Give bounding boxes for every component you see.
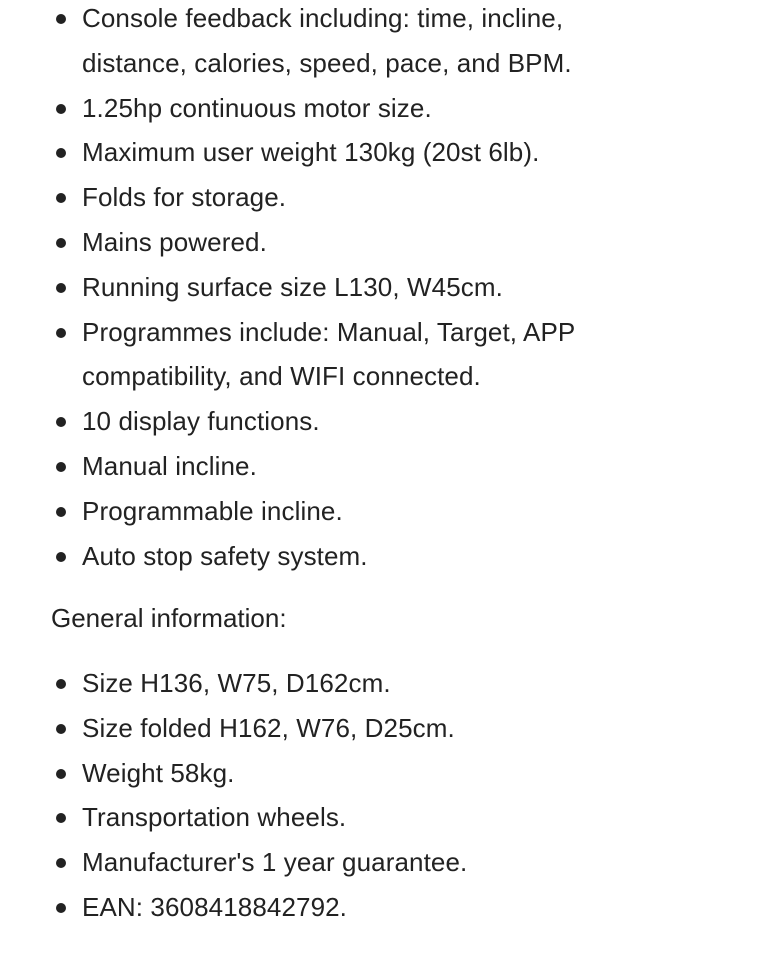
bullet-icon bbox=[56, 283, 66, 293]
list-item bbox=[0, 489, 768, 534]
list-item bbox=[0, 795, 768, 840]
bullet-icon bbox=[56, 813, 66, 823]
bullet-icon bbox=[56, 104, 66, 114]
list-item-text: 10 display functions. bbox=[82, 406, 320, 437]
list-item bbox=[0, 885, 768, 930]
bullet-icon bbox=[56, 858, 66, 868]
bullet-icon bbox=[56, 679, 66, 689]
bullet-icon bbox=[56, 193, 66, 203]
list-item bbox=[0, 534, 768, 579]
bullet-icon bbox=[56, 148, 66, 158]
bullet-icon bbox=[56, 769, 66, 779]
bullet-icon bbox=[56, 724, 66, 734]
list-item-text: Weight 58kg. bbox=[82, 757, 235, 788]
list-item-text: Programmes include: Manual, Target, APP compatibility, and WIFI connected. bbox=[82, 316, 575, 392]
list-item-text: Running surface size L130, W45cm. bbox=[82, 271, 503, 302]
general-information-list bbox=[0, 661, 768, 930]
list-item-text: EAN: 3608418842792. bbox=[82, 891, 348, 922]
list-item bbox=[0, 265, 768, 310]
list-item-text: Auto stop safety system. bbox=[82, 540, 368, 571]
list-item-text: Programmable incline. bbox=[82, 495, 343, 526]
bullet-icon bbox=[56, 507, 66, 517]
list-item bbox=[0, 130, 768, 175]
list-item bbox=[0, 840, 768, 885]
list-item bbox=[0, 86, 768, 131]
list-item bbox=[0, 220, 768, 265]
general-information-heading: General information: bbox=[51, 603, 287, 633]
list-item-text: Transportation wheels. bbox=[82, 802, 347, 833]
list-item bbox=[0, 706, 768, 751]
list-item bbox=[0, 399, 768, 444]
list-item bbox=[0, 310, 768, 400]
list-item bbox=[0, 751, 768, 796]
list-item-text: Folds for storage. bbox=[82, 182, 287, 213]
list-item bbox=[0, 175, 768, 220]
bullet-icon bbox=[56, 903, 66, 913]
list-item-text: Mains powered. bbox=[82, 226, 267, 257]
bullet-icon bbox=[56, 238, 66, 248]
bullet-icon bbox=[56, 552, 66, 562]
bullet-icon bbox=[56, 462, 66, 472]
list-item bbox=[0, 444, 768, 489]
list-item-text: Manufacturer's 1 year guarantee. bbox=[82, 847, 468, 878]
list-item-text: Size folded H162, W76, D25cm. bbox=[82, 712, 455, 743]
list-item-text: Maximum user weight 130kg (20st 6lb). bbox=[82, 137, 540, 168]
list-item-text: Manual incline. bbox=[82, 450, 257, 481]
list-item-text: Console feedback including: time, incline, distance, calories, speed, pace, and BPM. bbox=[82, 3, 572, 78]
list-item-text: 1.25hp continuous motor size. bbox=[82, 92, 432, 123]
bullet-icon bbox=[56, 328, 66, 338]
list-item bbox=[0, 661, 768, 706]
bullet-icon bbox=[56, 14, 66, 24]
list-item bbox=[0, 0, 768, 86]
list-item-text: Size H136, W75, D162cm. bbox=[82, 668, 391, 698]
bullet-icon bbox=[56, 417, 66, 427]
